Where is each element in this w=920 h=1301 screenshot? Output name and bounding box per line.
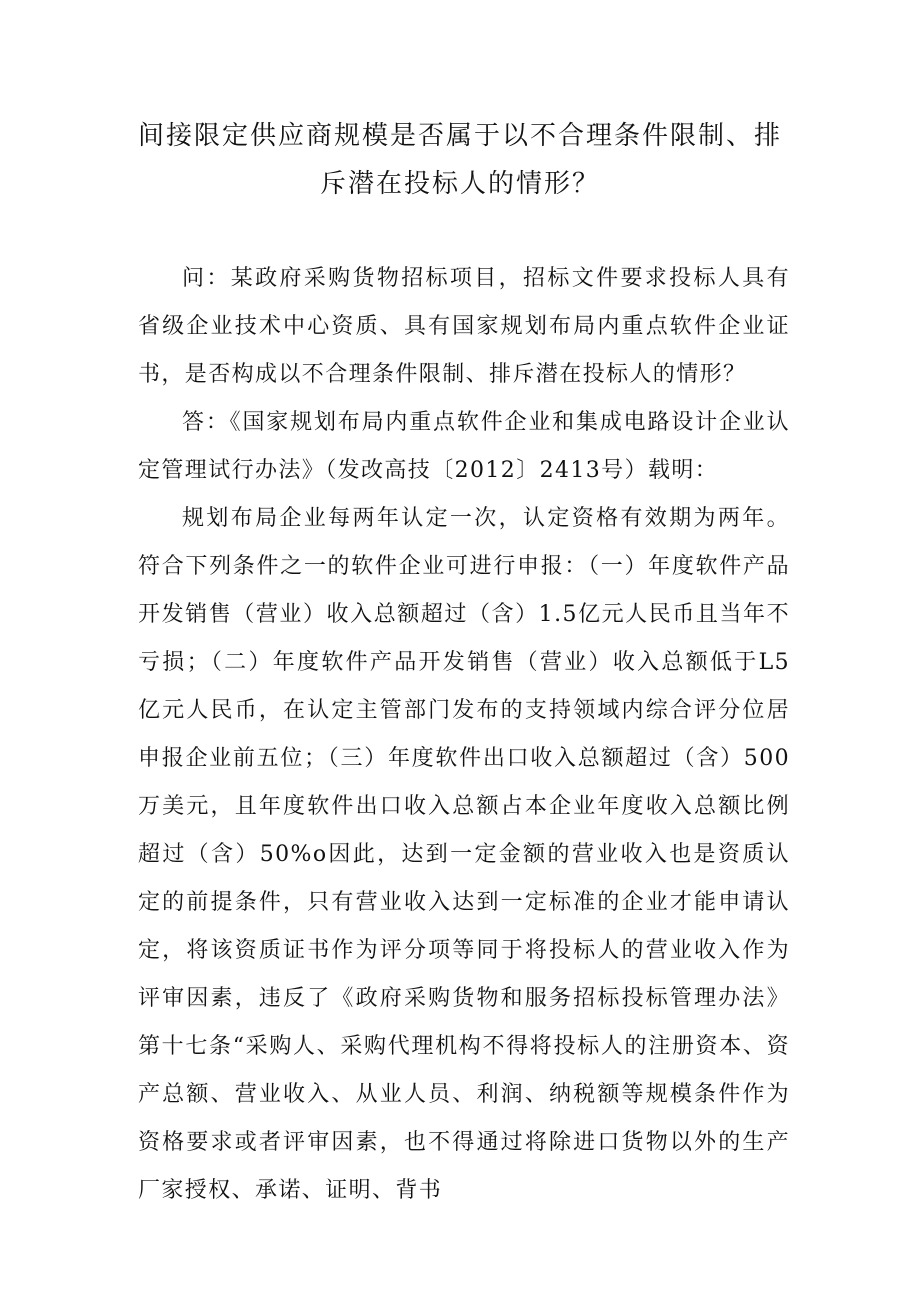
document-body: [138, 255, 790, 1215]
question-paragraph: 问：某政府采购货物招标项目，招标文件要求投标人具有省级企业技术中心资质、具有国家规划布局内重点软件企业证书，是否构成以不合理条件限制、排斥潜在投标人的情形？: [138, 266, 790, 387]
title-line-1: 间接限定供应商规模是否属于以不合理条件限制、排: [137, 121, 782, 151]
title-line-2: 斥潜在投标人的情形？: [319, 169, 600, 199]
answer-intro-paragraph: 答：《国家规划布局内重点软件企业和集成电路设计企业认定管理试行办法》（发改高技〔2012〕2413号）载明：: [138, 410, 790, 483]
document-title: [130, 112, 790, 208]
answer-body-paragraph: 规划布局企业每两年认定一次，认定资格有效期为两年。符合下列条件之一的软件企业可进行申报：（一）年度软件产品开发销售（营业）收入总额超过（含）1.5亿元人民币且当年不亏损；（二）年度软件产品开发销售（营业）收入总额低于L5亿元人民币，在认定主管部门发布的支持领域内综合评分位居申报企业前五位；（三）年度软件出口收入总额超过（含）500万美元，且年度软件出口收入总额占本企业年度收入总额比例超过（含）50%o因此，达到一定金额的营业收入也是资质认定的前提条件，只有营业收入达到一定标准的企业才能申请认定，将该资质证书作为评分项等同于将投标人的营业收入作为评审因素，违反了《政府采购货物和服务招标投标管理办法》第十七条“采购人、采购代理机构不得将投标人的注册资本、资产总额、营业收入、从业人员、利润、纳税额等规模条件作为资格要求或者评审因素，也不得通过将除进口货物以外的生产厂家授权、承诺、证明、背书: [138, 506, 790, 1203]
